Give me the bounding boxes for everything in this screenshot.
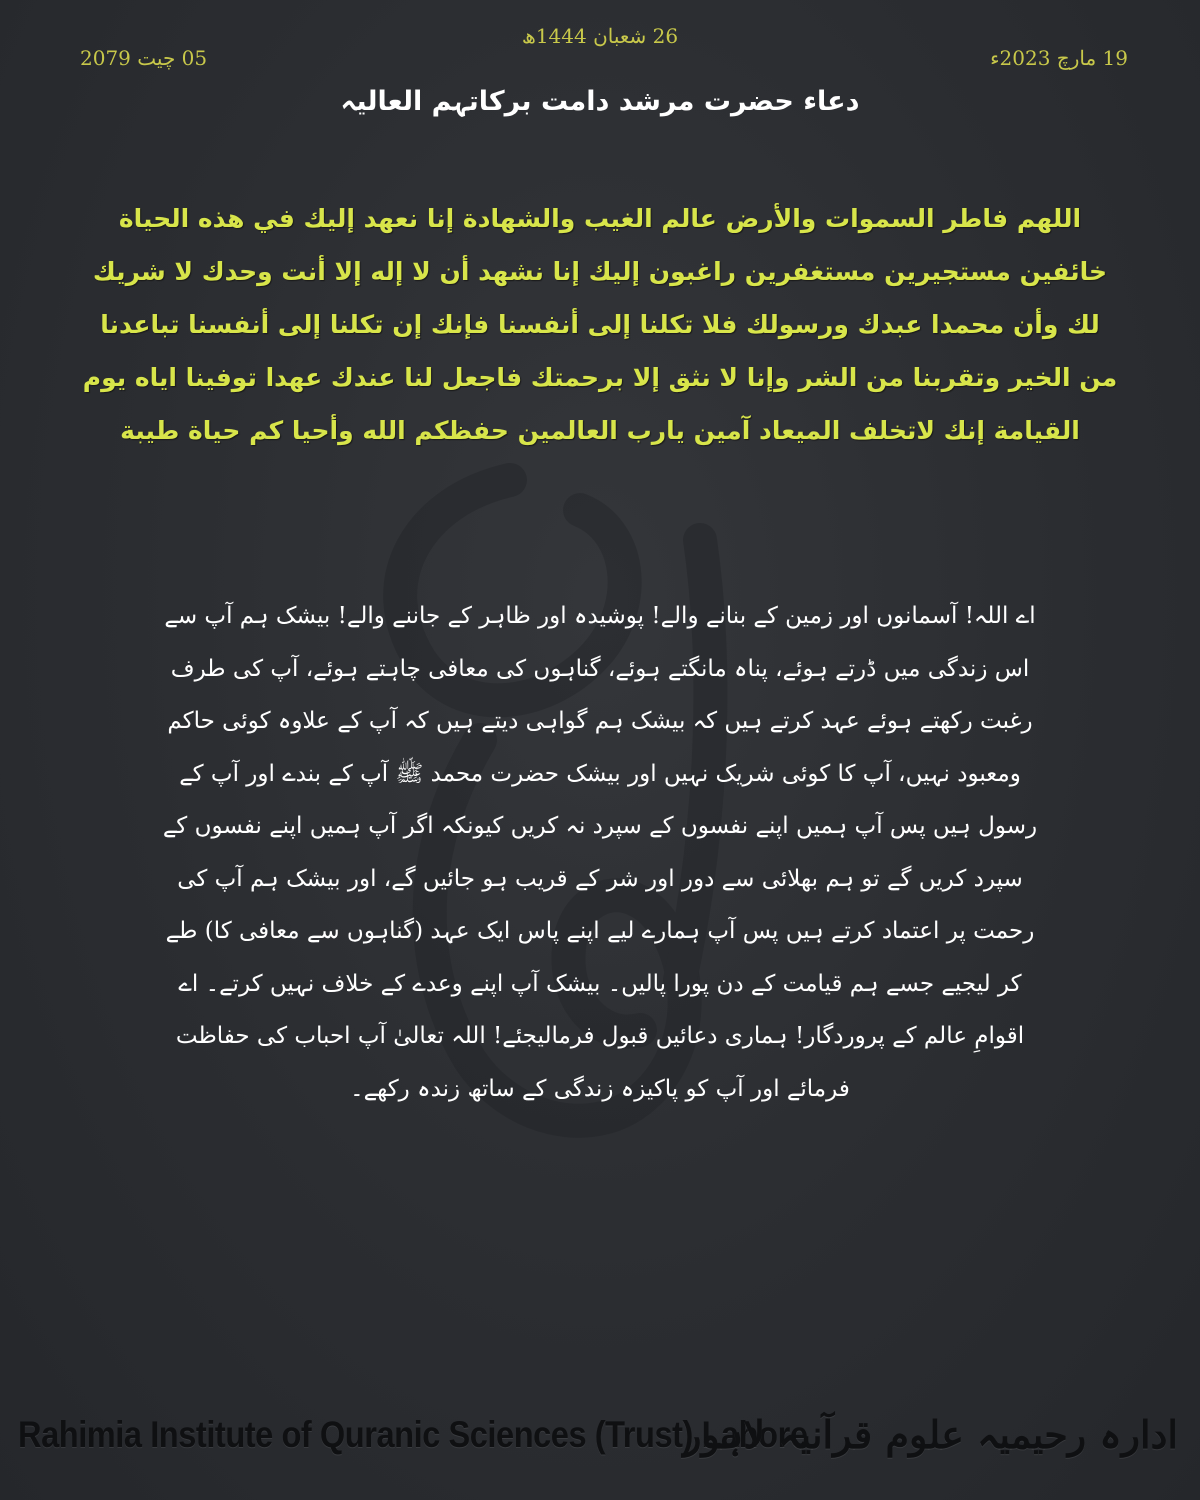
hijri-date: 26 شعبان 1444ھ [521,24,679,48]
page-title: دعاء حضرت مرشد دامت برکاتہم العالیہ [340,86,860,117]
footer-banner [0,1400,1200,1480]
bikrami-date: 05 چیت 2079 [80,46,208,70]
institute-name-english: Rahimia Institute of Quranic Sciences (Trust) Lahore [18,1414,808,1455]
institute-name-urdu-logo: ادارہ رحیمیہ علوم قرآنیہ لاہور [683,1412,1178,1457]
arabic-prayer-text: اللهم فاطر السموات والأرض عالم الغيب والشهادة إنا نعهد إليك في هذه الحياة خائفين مستجيرين مستغفرين راغبون إليك إنا نشهد أن لا إله إلا أنت وحدك لا شريك لك وأن محمدا عبدك ورسولك فلا تكلنا إلى أنفسنا فإنك إن تكلنا إلى أنفسنا تباعدنا من الخير وتقربنا من الشر وإنا لا نثق إلا برحمتك فاجعل لنا عندك عهدا توفينا اياه يوم القيامة إنك لاتخلف الميعاد آمين يارب العالمين حفظكم الله وأحيا كم حياة طيبة [82,204,1118,445]
urdu-translation-text: اے اللہ! آسمانوں اور زمین کے بنانے والے! پوشیدہ اور ظاہر کے جاننے والے! بیشک ہم آپ سے اس زندگی میں ڈرتے ہوئے، پناہ مانگتے ہوئے، گناہوں کی معافی چاہتے ہوئے، آپ کی طرف رغبت رکھتے ہوئے عہد کرتے ہیں کہ بیشک ہم گواہی دیتے ہیں کہ آپ کے علاوہ کوئی حاکم ومعبود نہیں، آپ کا کوئی شریک نہیں اور بیشک حضرت محمد ﷺ آپ کے بندے اور آپ کے رسول ہیں پس آپ ہمیں اپنے نفسوں کے سپرد نہ کریں کیونکہ اگر آپ ہمیں اپنے نفسوں کے سپرد کریں گے تو ہم بھلائی سے دور اور شر کے قریب ہو جائیں گے، اور بیشک ہم آپ کی رحمت پر اعتماد کرتے ہیں پس آپ ہمارے لیے اپنے پاس ایک عہد (گناہوں سے معافی کا) طے کر لیجیے جسے ہم قیامت کے دن پورا پالیں۔ بیشک آپ اپنے وعدے کے خلاف نہیں کرتے۔ اے اقوامِ عالم کے پروردگار! ہماری دعائیں قبول فرمالیجئے! اللہ تعالیٰ آپ احباب کی حفاظت فرمائے اور آپ کو پاکیزہ زندگی کے ساتھ زندہ رکھے۔ [162,603,1038,1102]
gregorian-date: 19 مارچ 2023ء [990,46,1128,70]
